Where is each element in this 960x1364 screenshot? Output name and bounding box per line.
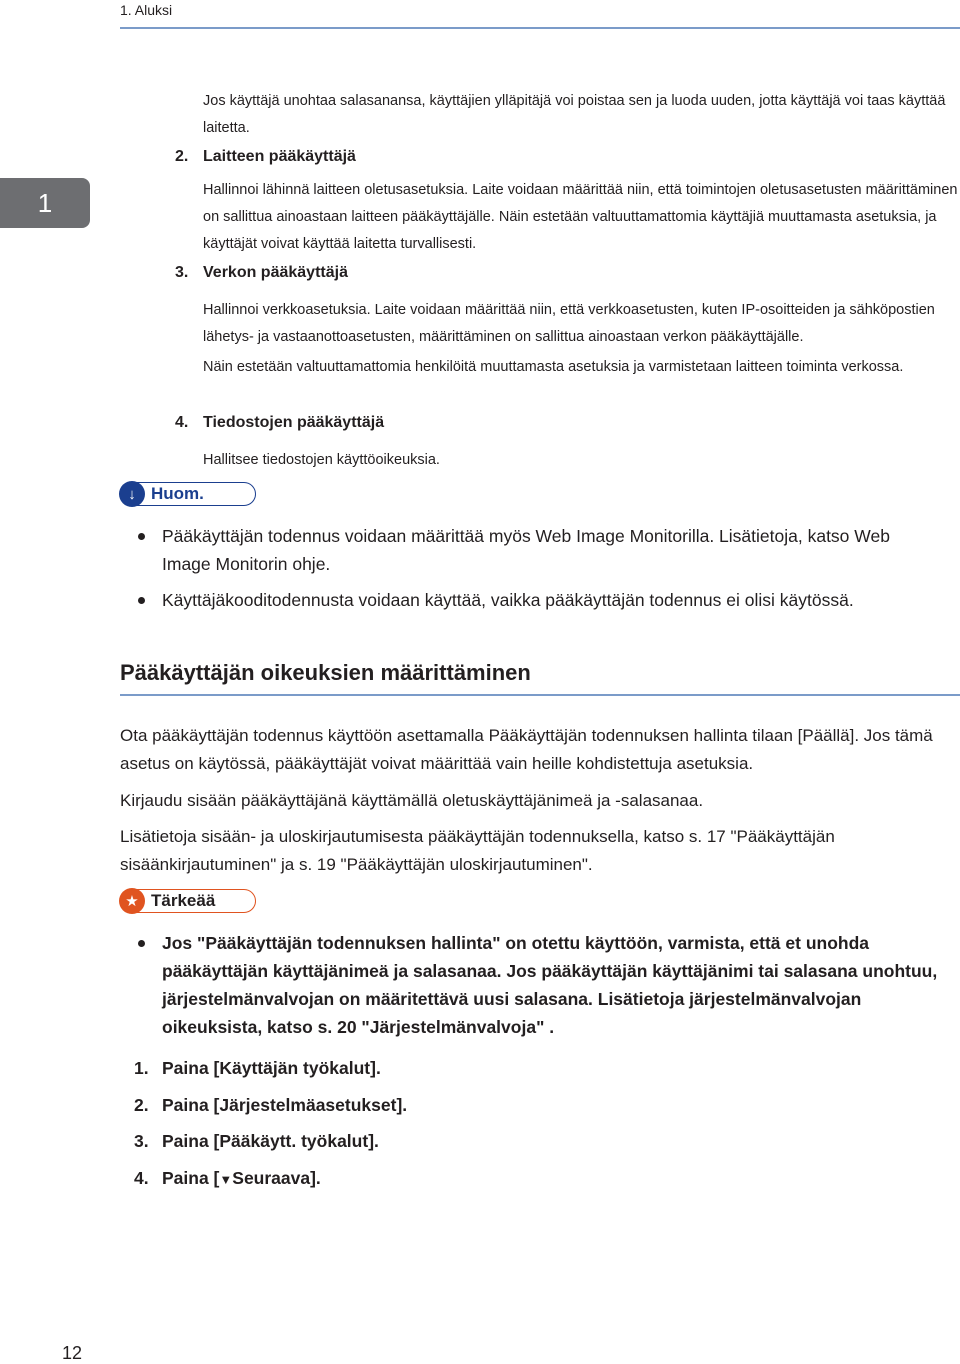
section-paragraph-2: Kirjaudu sisään pääkäyttäjänä käyttämällä oletuskäyttäjänimeä ja -salasanaa. (120, 791, 704, 810)
step-text-post: Seuraava]. (232, 1167, 321, 1188)
list-item: Jos "Pääkäyttäjän todennuksen hallinta" on otettu käyttöön, varmista, että et unohda pääkäyttäjän käyttäjänimeä ja salasanaa. Jos pääkäyttäjän käyttäjänimi tai salasana unohtuu, järjestelmänvalvojan on määritettävä uusi salasana. Lisätietoja järjestelmänvalvojan oikeuksista, katso s. 20 "Järjestelmänvalvoja" . (138, 929, 938, 1041)
admin-heading-file (175, 414, 935, 432)
admin-desc-device: Hallinnoi lähinnä laitteen oletusasetuksia. Laite voidaan määrittää niin, että toimintojen oletusasetusten määrittäminen on sallittua ainoastaan laitteen pääkäyttäjälle. Näin estetään valtuuttamattomia käyttäjiä muuttamasta asetuksia, ja käyttäjät voivat käyttää laitetta turvallisesti. (203, 182, 958, 252)
step-item (134, 1168, 834, 1205)
admin-number: 2. (175, 148, 189, 165)
admin-desc-network-2: Näin estetään valtuuttamattomia henkilöitä muuttamasta asetuksia ja varmistetaan laitteen toiminta verkossa. (203, 359, 904, 375)
admin-number: 4. (175, 414, 189, 431)
important-list (138, 929, 938, 1041)
list-item: Käyttäjäkooditodennusta voidaan käyttää, vaikka pääkäyttäjän todennus ei olisi käytössä. (138, 586, 938, 614)
admin-desc-network: Hallinnoi verkkoasetuksia. Laite voidaan määrittää niin, että verkkoasetusten, kuten IP-osoitteiden ja sähköpostien lähetys- ja vastaanottoasetusten, määrittäminen on sallittua ainoastaan verkon pääkäyttäjälle. (203, 302, 935, 345)
admin-title: Tiedostojen pääkäyttäjä (203, 414, 385, 431)
list-item: Pääkäyttäjän todennus voidaan määrittää myös Web Image Monitorilla. Lisätietoja, katso Web Image Monitorin ohje. (138, 522, 938, 578)
admin-desc-file: Hallitsee tiedostojen käyttöoikeuksia. (203, 452, 440, 468)
steps-list (134, 1058, 834, 1204)
admin-heading-network (175, 264, 935, 282)
important-badge (120, 889, 256, 913)
step-text: Paina [Järjestelmäasetukset]. (162, 1094, 408, 1115)
step-text-pre: Paina [ (162, 1167, 220, 1188)
important-label: Tärkeää (151, 891, 216, 910)
section-paragraph-3: Lisätietoja sisään- ja uloskirjautumisesta pääkäyttäjän todennuksella, katso s. 17 "Pääkäyttäjän sisäänkirjautuminen" ja s. 19 "Pääkäyttäjän uloskirjautuminen". (120, 827, 835, 874)
admin-number: 3. (175, 264, 189, 281)
step-text: Paina [Käyttäjän työkalut]. (162, 1058, 381, 1078)
step-text: Paina [Pääkäytt. työkalut]. (162, 1131, 379, 1151)
admin-heading-device (175, 148, 935, 166)
step-number: 4. (134, 1167, 149, 1188)
step-item (134, 1058, 834, 1095)
header-rule (120, 27, 960, 29)
note-badge (120, 482, 256, 506)
note-list (138, 522, 938, 614)
section-paragraph-1: Ota pääkäyttäjän todennus käyttöön asettamalla Pääkäyttäjän todennuksen hallinta tilaan [Päällä]. Jos tämä asetus on käytössä, pääkäyttäjät voivat määrittää vain heille kohdistettuja asetuksia. (120, 726, 933, 773)
step-number: 3. (134, 1131, 149, 1151)
intro-paragraph: Jos käyttäjä unohtaa salasanansa, käyttäjien ylläpitäjä voi poistaa sen ja luoda uuden, jotta käyttäjä voi taas käyttää laitetta. (203, 93, 946, 136)
chapter-tab: 1 (0, 178, 90, 228)
page-number: 12 (62, 1343, 83, 1363)
admin-title: Laitteen pääkäyttäjä (203, 148, 356, 165)
star-icon: ★ (119, 888, 145, 914)
section-title: Pääkäyttäjän oikeuksien määrittäminen (120, 660, 960, 696)
note-label: Huom. (151, 484, 204, 503)
step-number: 1. (134, 1058, 149, 1078)
step-item (134, 1131, 834, 1168)
step-number: 2. (134, 1094, 149, 1115)
step-item (134, 1095, 834, 1132)
triangle-down-icon: ▼ (219, 1171, 233, 1187)
running-header: 1. Aluksi (120, 2, 173, 18)
admin-title: Verkon pääkäyttäjä (203, 264, 348, 281)
arrow-down-icon: ↓ (119, 481, 145, 507)
